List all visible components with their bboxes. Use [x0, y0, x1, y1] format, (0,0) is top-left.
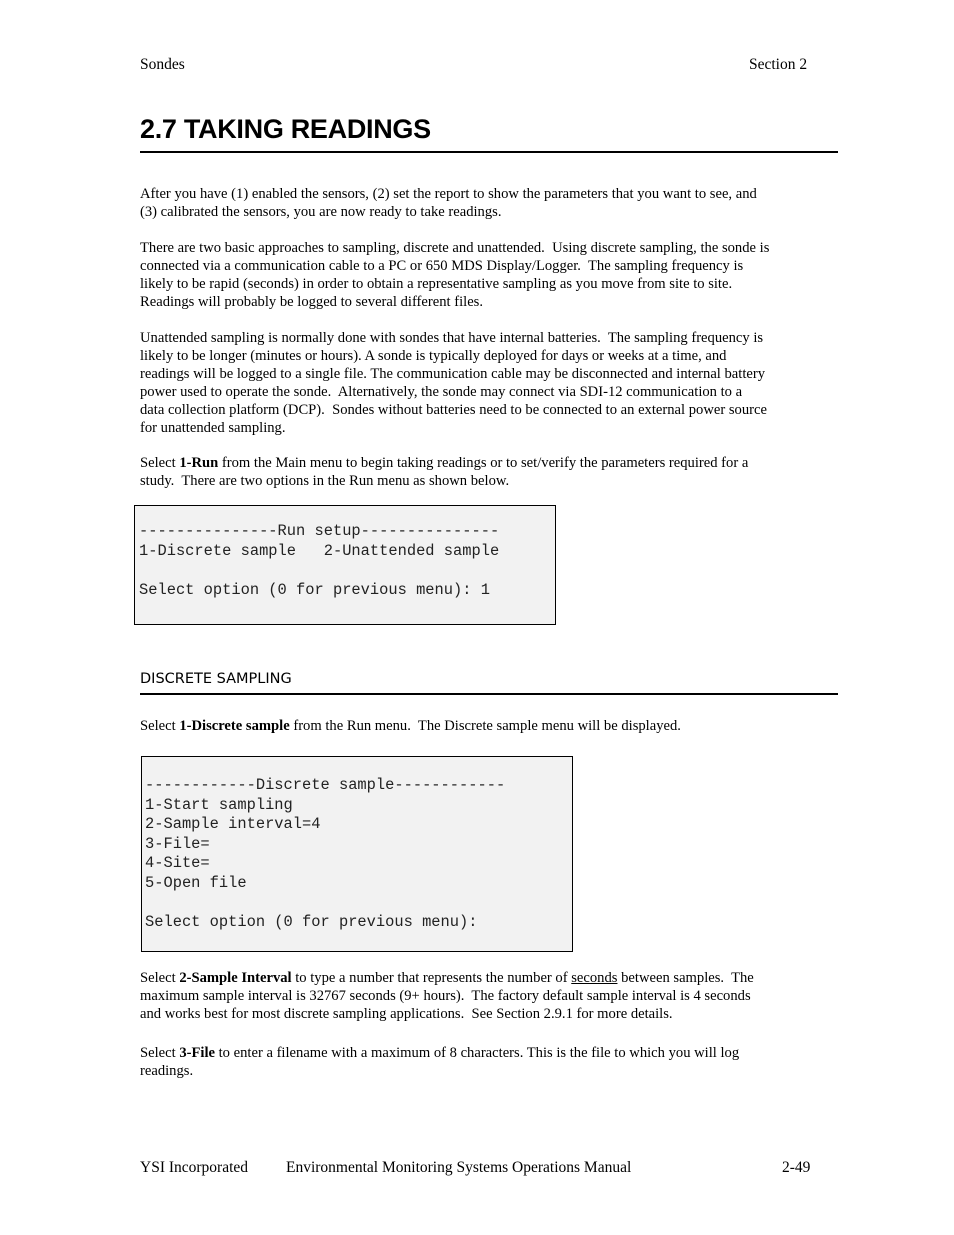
- text-run: readings.: [140, 1063, 194, 1079]
- page-title: 2.7 TAKING READINGS: [140, 114, 431, 144]
- terminal-line: [139, 561, 555, 581]
- text-run: and works best for most discrete sampling applications. See Section 2.9.1 for more details.: [140, 1006, 673, 1022]
- header-left: Sondes: [140, 56, 185, 73]
- terminal-line: ------------Discrete sample------------: [145, 776, 506, 794]
- text-run: power used to operate the sonde. Alternatively, the sonde may connect via SDI-12 communication to a: [140, 384, 743, 400]
- terminal-line: 2-Sample interval=4: [145, 815, 321, 833]
- text-line: [140, 1062, 830, 1080]
- header-right: Section 2: [749, 56, 808, 73]
- text-line: [140, 1005, 830, 1023]
- text-line: [140, 347, 830, 365]
- text-run: likely to be longer (minutes or hours). A sonde is typically deployed for days or weeks at a time, and: [140, 348, 727, 364]
- text-line: [140, 401, 830, 419]
- terminal-line: 1-Discrete sample 2-Unattended sample: [139, 541, 500, 560]
- title-rule: [140, 151, 838, 153]
- text-line: [140, 257, 830, 275]
- text-run: After you have (1) enabled the sensors, (2) set the report to show the parameters that you want to see, and: [140, 186, 757, 202]
- footer-manual-title: Environmental Monitoring Systems Operations Manual: [286, 1159, 632, 1176]
- bold-command: 2-Sample Interval: [179, 970, 292, 986]
- text-run: between samples. The: [617, 970, 754, 986]
- paragraph: [140, 185, 830, 221]
- text-line: [140, 239, 830, 257]
- paragraph: [140, 329, 830, 437]
- text-line: [140, 987, 830, 1005]
- text-line: [140, 472, 830, 490]
- bold-command: 1-Run: [179, 455, 219, 471]
- footer-company: YSI Incorporated: [140, 1159, 249, 1176]
- text-line: [140, 329, 830, 347]
- paragraph: [140, 717, 830, 735]
- text-run: readings will be logged to a single file. The communication cable may be disconnected and internal battery: [140, 366, 766, 382]
- terminal-line: 1-Start sampling: [145, 795, 293, 814]
- footer-page-number: 2-49: [782, 1159, 811, 1176]
- terminal-line: [145, 893, 572, 913]
- text-run: from the Main menu to begin taking readings or to set/verify the parameters required for a: [218, 455, 749, 471]
- text-line: [140, 454, 830, 472]
- text-run: likely to be rapid (seconds) in order to obtain a representative sampling as you move from site to site.: [140, 276, 733, 292]
- terminal-line: Select option (0 for previous menu): 1: [139, 580, 490, 599]
- text-run: from the Run menu. The Discrete sample menu will be displayed.: [289, 718, 681, 734]
- text-line: [140, 717, 830, 735]
- text-run: There are two basic approaches to sampling, discrete and unattended. Using discrete sampling, the sonde is: [140, 240, 770, 256]
- text-line: [140, 419, 830, 437]
- paragraph: [140, 454, 830, 490]
- text-line: [140, 1044, 830, 1062]
- text-run: Select: [140, 1045, 180, 1061]
- paragraph: [140, 1044, 830, 1080]
- text-run: maximum sample interval is 32767 seconds (9+ hours). The factory default sample interval is 4 seconds: [140, 988, 751, 1004]
- text-run: Readings will probably be logged to several different files.: [140, 294, 483, 310]
- text-run: to enter a filename with a maximum of 8 characters. This is the file to which you will log: [214, 1045, 740, 1061]
- terminal-line: 4-Site=: [145, 854, 210, 872]
- text-line: [140, 383, 830, 401]
- terminal-line: ---------------Run setup---------------: [139, 522, 500, 540]
- text-run: Unattended sampling is normally done with sondes that have internal batteries. The sampling frequency is: [140, 330, 764, 346]
- discrete-sample-terminal: [141, 756, 573, 952]
- terminal-line: 5-Open file: [145, 873, 247, 892]
- text-run: Select: [140, 970, 180, 986]
- subheading-rule: [140, 693, 838, 695]
- text-run: study. There are two options in the Run menu as shown below.: [140, 473, 510, 489]
- text-line: [140, 275, 830, 293]
- paragraph: [140, 239, 830, 311]
- terminal-line: 3-File=: [145, 834, 210, 853]
- terminal-line: Select option (0 for previous menu):: [145, 912, 478, 931]
- text-run: to type a number that represents the number of: [291, 970, 572, 986]
- bold-command: 1-Discrete sample: [179, 718, 290, 734]
- text-line: [140, 203, 830, 221]
- text-line: [140, 969, 830, 987]
- text-run: Select: [140, 455, 180, 471]
- text-run: for unattended sampling.: [140, 420, 286, 436]
- text-line: [140, 293, 830, 311]
- text-run: data collection platform (DCP). Sondes without batteries need to be connected to an external power source: [140, 402, 767, 418]
- run-setup-terminal: [134, 505, 556, 625]
- bold-command: 3-File: [179, 1045, 215, 1061]
- text-run: (3) calibrated the sensors, you are now ready to take readings.: [140, 204, 502, 220]
- text-line: [140, 365, 830, 383]
- paragraph: [140, 969, 830, 1023]
- section-subheading: DISCRETE SAMPLING: [140, 671, 292, 687]
- text-run: connected via a communication cable to a PC or 650 MDS Display/Logger. The sampling frequency is: [140, 258, 744, 274]
- text-line: [140, 185, 830, 203]
- underlined-text: seconds: [571, 970, 618, 986]
- text-run: Select: [140, 718, 180, 734]
